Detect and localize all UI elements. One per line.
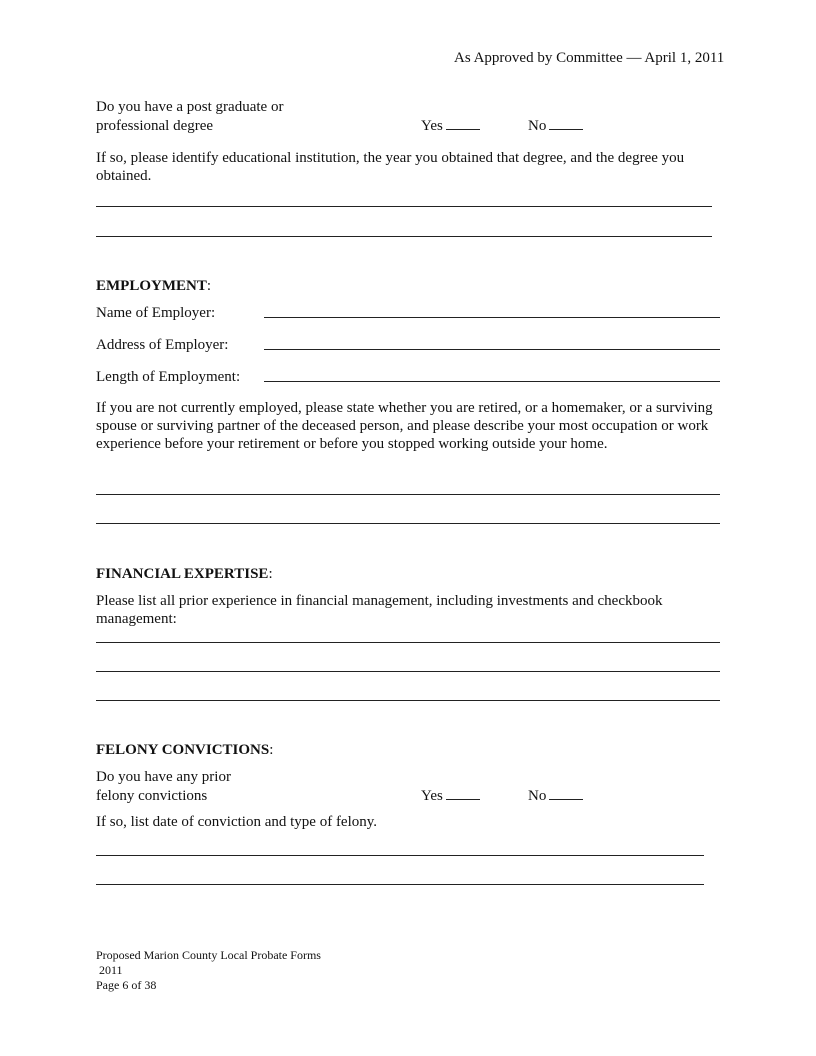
- felony-question-line2: felony convictions: [96, 788, 208, 804]
- employer-address-field[interactable]: [264, 349, 720, 350]
- degree-yes-blank[interactable]: [446, 117, 480, 130]
- financial-heading-text: FINANCIAL EXPERTISE: [96, 566, 269, 582]
- financial-answer-line-1[interactable]: [96, 642, 720, 643]
- employer-name-field[interactable]: [264, 317, 720, 318]
- degree-no-label: No: [528, 118, 547, 134]
- employer-address-label: Address of Employer:: [96, 337, 229, 353]
- employment-answer-line-2[interactable]: [96, 523, 720, 524]
- felony-no-label: No: [528, 788, 547, 804]
- financial-answer-line-2[interactable]: [96, 671, 720, 672]
- financial-heading: FINANCIAL EXPERTISE:: [96, 566, 273, 582]
- employment-length-label: Length of Employment:: [96, 369, 241, 385]
- degree-answer-line-2[interactable]: [96, 236, 712, 237]
- felony-answer-line-1[interactable]: [96, 855, 704, 856]
- degree-question-line2: professional degree: [96, 118, 214, 134]
- approval-header: As Approved by Committee — April 1, 2011: [454, 50, 725, 66]
- felony-yes-option[interactable]: [421, 787, 480, 805]
- employment-heading-text: EMPLOYMENT: [96, 278, 207, 294]
- degree-yes-option[interactable]: [421, 117, 480, 135]
- felony-question-line1: Do you have any prior: [96, 769, 231, 785]
- degree-no-blank[interactable]: [549, 117, 583, 130]
- degree-question-line1: Do you have a post graduate or: [96, 99, 284, 115]
- degree-followup-text: If so, please identify educational institution, the year you obtained that degree, and the degree you obtained.: [96, 150, 685, 184]
- felony-no-option[interactable]: [528, 787, 583, 805]
- felony-followup-text: If so, list date of conviction and type of felony.: [96, 814, 378, 830]
- employment-answer-line-1[interactable]: [96, 494, 720, 495]
- felony-yes-blank[interactable]: [446, 787, 480, 800]
- financial-answer-line-3[interactable]: [96, 700, 720, 701]
- footer-page-number: Page 6 of 38: [96, 978, 157, 992]
- felony-answer-line-2[interactable]: [96, 884, 704, 885]
- employer-name-label: Name of Employer:: [96, 305, 216, 321]
- not-employed-text: If you are not currently employed, please state whether you are retired, or a homemaker, or a surviving spouse or surviving partner of the deceased person, and please describe your most occupation or work experience before your retirement or before you stopped working outside your home.: [96, 400, 713, 452]
- financial-prompt: Please list all prior experience in financial management, including investments and checkbook management:: [96, 593, 663, 627]
- employment-heading: EMPLOYMENT:: [96, 278, 212, 294]
- felony-no-blank[interactable]: [549, 787, 583, 800]
- degree-yes-label: Yes: [421, 118, 443, 134]
- felony-yes-label: Yes: [421, 788, 443, 804]
- felony-heading: FELONY CONVICTIONS:: [96, 742, 274, 758]
- felony-heading-text: FELONY CONVICTIONS: [96, 742, 270, 758]
- degree-answer-line-1[interactable]: [96, 206, 712, 207]
- footer-forms-title: Proposed Marion County Local Probate Forms: [96, 948, 321, 962]
- degree-no-option[interactable]: [528, 117, 583, 135]
- employment-length-field[interactable]: [264, 381, 720, 382]
- footer-year: 2011: [99, 963, 123, 977]
